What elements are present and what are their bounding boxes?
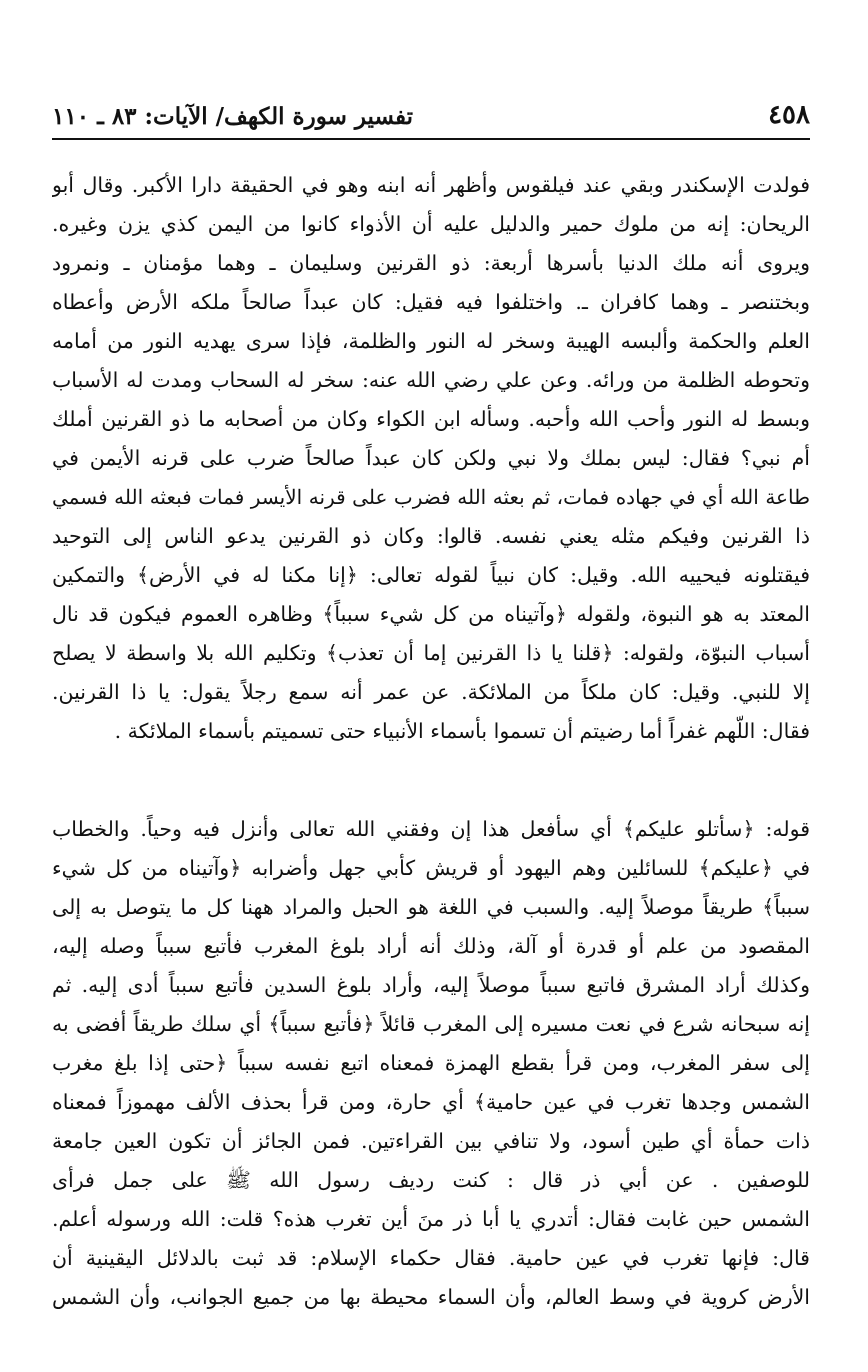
running-title: تفسير سورة الكهف/ الآيات: ٨٣ ـ ١١٠ (52, 103, 414, 130)
text-line: الأرض كروية في وسط العالم، وأن السماء محيطة بها من جميع الجوانب، وأن الشمس (52, 1285, 810, 1309)
text-line: إلا للنبي. وقيل: كان ملكاً من الملائكة. عن عمر أنه سمع رجلاً يقول: يا ذا القرنين. (52, 680, 810, 704)
text-line: قال: فإنها تغرب في عين حامية. فقال حكماء الإسلام: قد ثبت بالدلائل اليقينية أن (52, 1246, 810, 1270)
text-line: في ﴿عليكم﴾ للسائلين وهم اليهود أو قريش كأبي جهل وأضرابه ﴿وآتيناه من كل شيء (52, 856, 810, 880)
text-line: وكذلك أراد المشرق فاتبع سبباً موصلاً إليه، وأراد بلوغ السدين فأتبع سبباً أدى إليه. ثم (52, 973, 810, 997)
text-line: إنه سبحانه شرع في نعت مسيره إلى المغرب قائلاً ﴿فأتبع سبباً﴾ أي سلك طريقاً أفضى به (52, 1012, 810, 1036)
text-line: فقال: اللّهم غفراً أما رضيتم أن تسموا بأسماء الأنبياء حتى تسميتم بأسماء الملائكة . (114, 719, 810, 743)
text-line: ذات حمأة أي طين أسود، ولا تنافي بين القراءتين. فمن الجائز أن تكون العين جامعة (52, 1129, 810, 1153)
text-line: للوصفين . عن أبي ذر قال : كنت رديف رسول الله ﷺ على جمل فرأى (52, 1168, 810, 1192)
text-line: ذا القرنين وفيكم مثله يعني نفسه. قالوا: وكان ذو القرنين يدعو الناس إلى التوحيد (52, 524, 810, 548)
text-line: الشمس حين غابت فقال: أتدري يا أبا ذر منَ أين تغرب هذه؟ قلت: الله ورسوله أعلم. (52, 1207, 810, 1231)
text-line: فيقتلونه فيحييه الله. وقيل: كان نبياً لقوله تعالى: ﴿إنا مكنا له في الأرض﴾ والتمكين (52, 563, 810, 587)
page-header (52, 92, 810, 140)
page-number: ٤٥٨ (768, 100, 810, 130)
text-line: العلم والحكمة وألبسه الهيبة وسخر له النور والظلمة، فإذا سرى يهديه النور من أمامه (52, 329, 810, 353)
text-line: قوله: ﴿سأتلو عليكم﴾ أي سأفعل هذا إن وفقني الله تعالى وأنزل فيه وحياً. والخطاب (52, 817, 810, 841)
text-line: وتحوطه الظلمة من ورائه. وعن علي رضي الله عنه: سخر له السحاب ومدت له الأسباب (52, 368, 810, 392)
paragraph-2 (52, 810, 810, 1317)
text-line: سبباً﴾ طريقاً موصلاً إليه. والسبب في اللغة هو الحبل والمراد ههنا كل ما يتوصل به إلى (52, 895, 810, 919)
text-line: الريحان: إنه من ملوك حمير والدليل عليه أن الأذواء كانوا من اليمن كذي يزن وغيره. (52, 212, 810, 236)
text-line: إلى سفر المغرب، ومن قرأ بقطع الهمزة فمعناه اتبع نفسه سبباً ﴿حتى إذا بلغ مغرب (52, 1051, 810, 1075)
paragraph-1 (52, 166, 810, 751)
text-line: أم نبي؟ فقال: ليس بملك ولا نبي ولكن كان عبداً صالحاً ضرب على قرنه الأيمن في (52, 446, 810, 470)
text-line: وبختنصر ـ وهما كافران ـ. واختلفوا فيه فقيل: كان عبداً صالحاً ملكه الأرض وأعطاه (52, 290, 810, 314)
text-line: ويروى أنه ملك الدنيا بأسرها أربعة: ذو القرنين وسليمان ـ وهما مؤمنان ـ ونمرود (52, 251, 810, 275)
text-line: الشمس وجدها تغرب في عين حامية﴾ أي حارة، ومن قرأ بحذف الألف مهموزاً فمعناه (52, 1090, 810, 1114)
text-line: وبسط له النور وأحب الله وأحبه. وسأله ابن الكواء وكان من أصحابه ما ذو القرنين أملك (52, 407, 810, 431)
text-line: أسباب النبوّة، ولقوله: ﴿قلنا يا ذا القرنين إما أن تعذب﴾ وتكليم الله بلا واسطة لا يصلح (52, 641, 810, 665)
text-line: فولدت الإسكندر وبقي عند فيلقوس وأظهر أنه ابنه وهو في الحقيقة دارا الأكبر. وقال أبو (52, 173, 810, 197)
text-line: طاعة الله أي في جهاده فمات، ثم بعثه الله فضرب على قرنه الأيسر فمات فبعثه الله فسمي (52, 485, 810, 509)
text-line: المقصود من علم أو قدرة أو آلة، وذلك أنه أراد بلوغ المغرب فأتبع سبباً وصله إليه، (52, 934, 810, 958)
text-line: المعتد به هو النبوة، ولقوله ﴿وآتيناه من كل شيء سبباً﴾ وظاهره العموم فيكون قد نال (52, 602, 810, 626)
